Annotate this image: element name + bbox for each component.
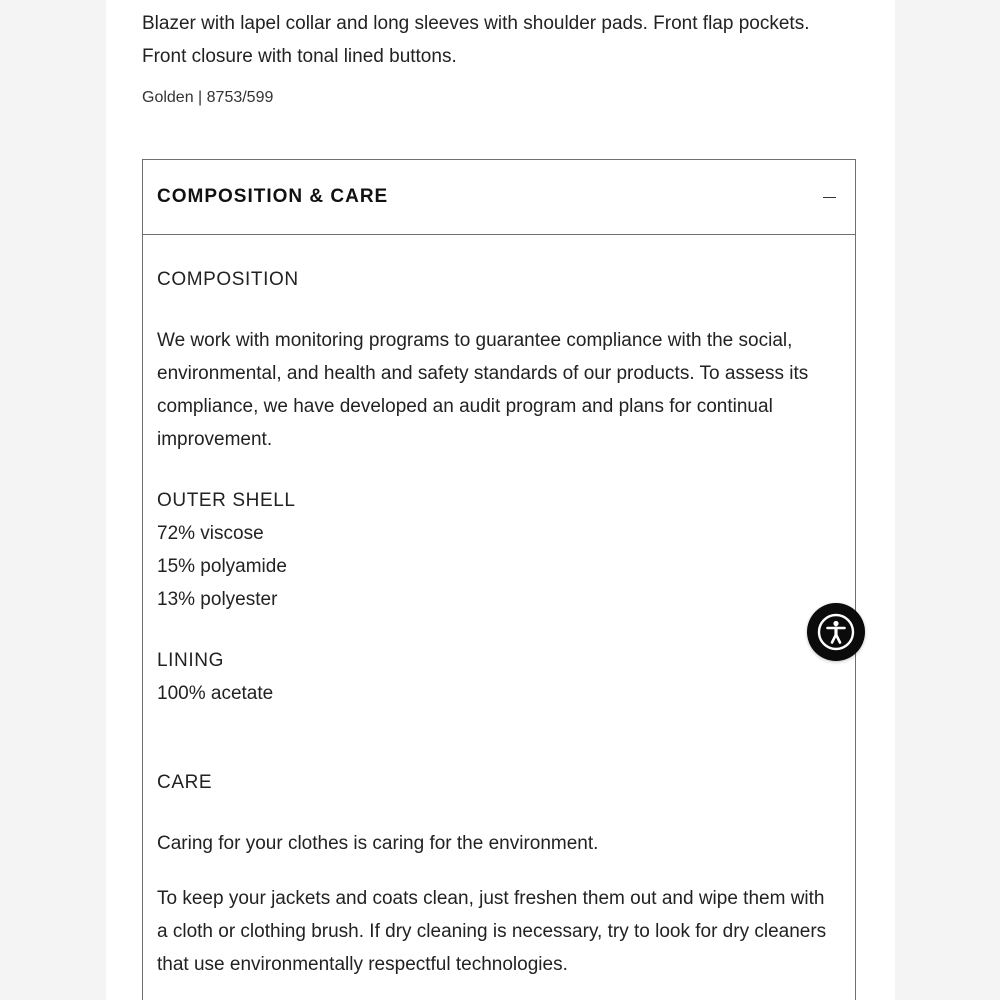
care-intro: Caring for your clothes is caring for the environment. — [157, 833, 599, 854]
outer-shell-item: 15% polyamide — [157, 556, 287, 577]
composition-care-panel — [142, 159, 856, 1000]
accessibility-person-icon — [816, 612, 856, 652]
product-details-page — [106, 0, 895, 1000]
product-color-reference: Golden | 8753/599 — [142, 89, 274, 106]
composition-heading: COMPOSITION — [157, 269, 299, 290]
composition-care-header[interactable] — [143, 160, 855, 235]
lining-heading: LINING — [157, 650, 224, 671]
product-description: Blazer with lapel collar and long sleeves with shoulder pads. Front flap pockets. Front closure with tonal lined buttons. — [142, 13, 810, 67]
panel-title: COMPOSITION & CARE — [157, 186, 389, 207]
composition-intro: We work with monitoring programs to guarantee compliance with the social, environmental, and health and safety standards of our products. To assess its compliance, we have developed an audit program and plans for continual improvement. — [157, 330, 809, 450]
care-text: To keep your jackets and coats clean, just freshen them out and wipe them with a cloth or clothing brush. If dry cleaning is necessary, try to look for dry cleaners that use environmentally respectful technologies. — [157, 888, 827, 975]
outer-shell-heading: OUTER SHELL — [157, 490, 296, 511]
outer-shell-item: 13% polyester — [157, 589, 278, 610]
minus-icon[interactable] — [823, 197, 836, 198]
care-heading: CARE — [157, 772, 213, 793]
accessibility-button[interactable] — [807, 603, 865, 661]
outer-shell-item: 72% viscose — [157, 523, 264, 544]
lining-item: 100% acetate — [157, 683, 274, 704]
